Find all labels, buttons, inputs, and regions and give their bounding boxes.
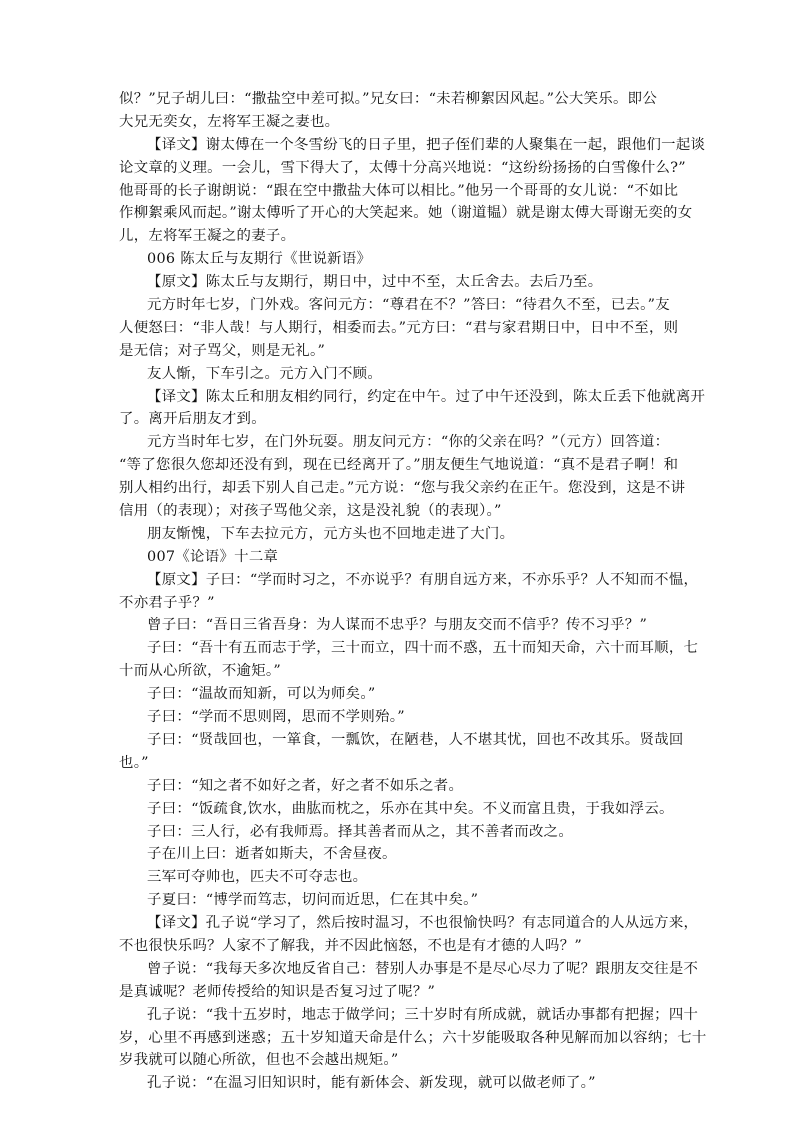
text-line: 是无信；对子骂父，则是无礼。”: [119, 342, 326, 359]
text-line: 子曰：“饭疏食,饮水，曲肱而枕之，乐亦在其中矣。不义而富且贵，于我如浮云。: [147, 800, 674, 817]
text-line: 【译文】孔子说“学习了，然后按时温习，不也很愉快吗？有志同道合的人从远方来，: [147, 915, 699, 932]
text-line: 大兄无奕女，左将军王凝之妻也。: [119, 113, 340, 130]
text-line: 论文章的义理。一会儿，雪下得大了，太傅十分高兴地说：“这纷纷扬扬的白雪像什么?”: [119, 159, 686, 176]
text-line: 孔子说：“在温习旧知识时，能有新体会、新发现，就可以做老师了。”: [147, 1075, 596, 1092]
text-line: 子曰：“吾十有五而志于学，三十而立，四十而不惑，五十而知天命，六十而耳顺，七: [147, 640, 699, 657]
text-line: 作柳絮乘风而起。”谢太傅听了开心的大笑起来。她（谢道韫）就是谢太傅大哥谢无奕的女: [119, 205, 693, 222]
text-line: 信用（的表现）；对孩子骂他父亲，这是没礼貌（的表现）。”: [119, 503, 502, 520]
text-line: 曾子曰：“吾日三省吾身：为人谋而不忠乎？与朋友交而不信乎？传不习乎？”: [147, 617, 648, 634]
text-line: 岁，心里不再感到迷惑；五十岁知道天命是什么；六十岁能吸取各种见解而加以容纳；七十: [119, 1029, 707, 1046]
text-line: 子曰：“温故而知新，可以为师矣。”: [147, 686, 376, 703]
text-line: 孔子说：“我十五岁时，地志于做学问；三十岁时有所成就，就话办事都有把握；四十: [147, 1006, 699, 1023]
text-line: 子曰：“学而不思则罔，思而不学则殆。”: [147, 709, 405, 726]
text-line: 是真诚呢？老师传授给的知识是否复习过了呢？”: [119, 983, 436, 1000]
text-line: 别人相约出行，却丢下别人自己走。”元方说：“您与我父亲约在正午。您没到，这是不讲: [119, 480, 686, 497]
text-line: 【原文】子曰：“学而时习之，不亦说乎？有朋自远方来，不亦乐乎？人不知而不愠，: [147, 571, 699, 588]
text-line: 子曰：“知之者不如好之者，好之者不如乐之者。: [147, 777, 464, 794]
text-line: 人便怒曰：“非人哉！与人期行，相委而去。”元方曰：“君与家君期日中，日中不至，则: [119, 319, 679, 336]
text-line: 不也很快乐吗？人家不了解我，并不因此恼怒，不也是有才德的人吗？”: [119, 937, 583, 954]
text-line: 子在川上曰：逝者如斯夫，不舍昼夜。: [147, 846, 397, 863]
text-line: “等了您很久您却还没有到，现在已经离开了。”朋友便生气地说道：“真不是君子啊！和: [119, 457, 679, 474]
text-line: 不亦君子乎？”: [119, 594, 215, 611]
text-line: 他哥哥的长子谢朗说：“跟在空中撒盐大体可以相比。”他另一个哥哥的女儿说：“不如比: [119, 182, 679, 199]
text-line: 006 陈太丘与友期行《世说新语》: [147, 251, 372, 268]
text-line: 也。”: [119, 754, 149, 771]
text-line: 儿，左将军王凝之的妻子。: [119, 228, 296, 245]
text-line: 【原文】陈太丘与友期行，期日中，过中不至，太丘舍去。去后乃至。: [147, 274, 603, 291]
text-line: 007《论语》十二章: [147, 548, 279, 565]
text-line: 似？”兄子胡儿曰：“撒盐空中差可拟。”兄女曰：“未若柳絮因风起。”公大笑乐。即公: [119, 91, 658, 107]
text-line: 子夏曰：“博学而笃志，切问而近思，仁在其中矣。”: [147, 892, 479, 909]
text-line: 子曰：三人行，必有我师焉。择其善者而从之，其不善者而改之。: [147, 823, 574, 840]
text-line: 岁我就可以随心所欲，但也不会越出规矩。”: [119, 1052, 399, 1069]
text-line: 三军可夺帅也，匹夫不可夺志也。: [147, 869, 368, 886]
text-line: 【译文】谢太傅在一个冬雪纷飞的日子里，把子侄们辈的人聚集在一起，跟他们一起谈: [147, 136, 706, 153]
text-line: 曾子说：“我每天多次地反省自己：替别人办事是不是尽心尽力了呢？跟朋友交往是不: [147, 960, 699, 977]
text-line: 子曰：“贤哉回也，一箪食，一瓢饮，在陋巷，人不堪其忧，回也不改其乐。贤哉回: [147, 731, 684, 748]
text-line: 朋友惭愧，下车去拉元方，元方头也不回地走进了大门。: [147, 525, 515, 542]
text-line: 【译文】陈太丘和朋友相约同行，约定在中午。过了中午还没到，陈太丘丢下他就离开: [147, 388, 706, 405]
text-line: 元方时年七岁，门外戏。客问元方：“尊君在不？”答曰：“待君久不至，已去。”友: [147, 297, 670, 314]
text-line: 元方当时年七岁，在门外玩耍。朋友问元方：“你的父亲在吗？”（元方）回答道：: [147, 434, 670, 451]
document-page: [119, 88, 707, 1095]
text-line: 十而从心所欲，不逾矩。”: [119, 663, 282, 680]
text-line: 了。离开后朋友才到。: [119, 411, 266, 428]
text-line: 友人惭，下车引之。元方入门不顾。: [147, 365, 383, 382]
